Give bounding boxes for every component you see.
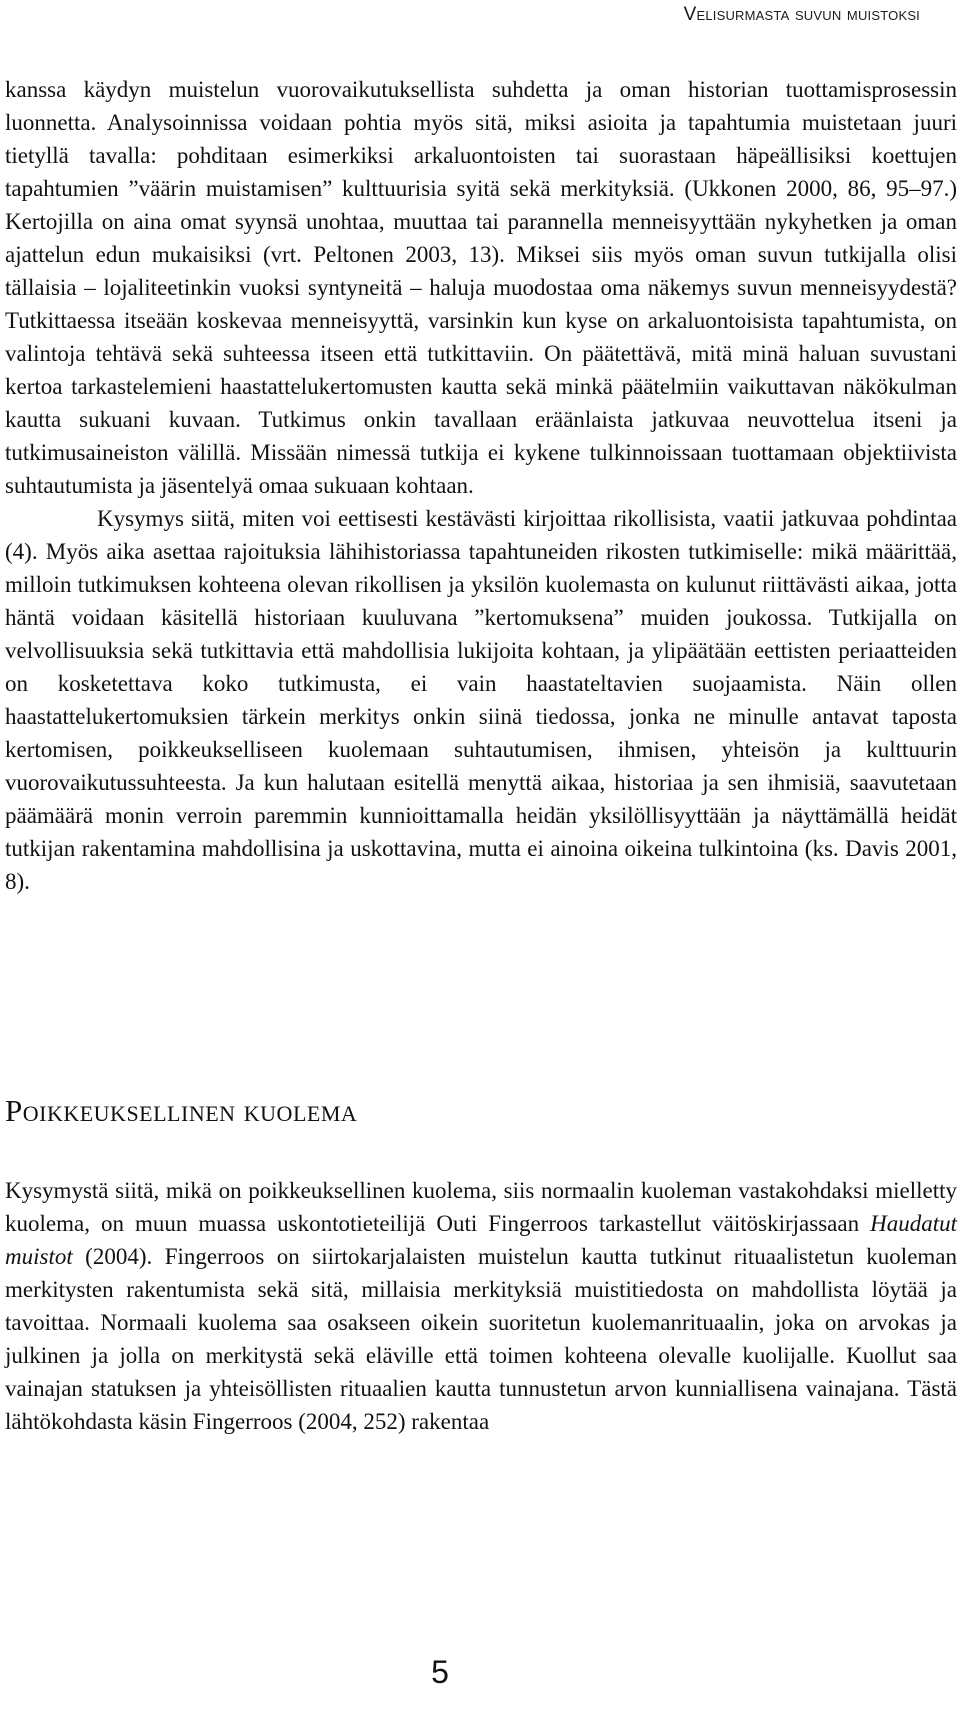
section-heading: Poikkeuksellinen kuolema [5, 1093, 358, 1128]
paragraph: kanssa käydyn muistelun vuorovaikutuksellista suhdetta ja oman historian tuottamisprosessin luonnetta. Analysoinnissa voidaan pohtia myös sitä, miksi asioita ja tapahtumia muistetaan juuri tietyllä tavalla: pohditaan esimerkiksi arkaluontoisten tai suorastaan häpeällisiksi koettujen tapahtumien ”väärin muistamisen” kulttuurisia syitä sekä merkityksiä. (Ukkonen 2000, 86, 95–97.) Kertojilla on aina omat syynsä unohtaa, muuttaa tai parannella menneisyyttään nykyhetken ja oman ajattelun edun mukaisiksi (vrt. Peltonen 2003, 13). Miksei siis myös oman suvun tutkijalla olisi tällaisia – lojaliteetinkin vuoksi syntyneitä – haluja muodostaa oma näkemys suvun menneisyydestä? Tutkittaessa itseään koskevaa menneisyyttä, varsinkin kun kyse on arkaluontoisista tapahtumista, on valintoja tehtävä sekä suhteessa itseen että tutkittaviin. On päätettävä, mitä minä haluan suvustani kertoa tarkastelemieni haastattelukertomusten kautta sekä minkä päätelmiin vaikuttavan näkökulman kautta sukuani kuvaan. Tutkimus onkin tavallaan eräänlaista jatkuvaa neuvottelua itseni ja tutkimusaineiston välillä. Missään nimessä tutkija ei kykene tulkinnoissaan tuottamaan objektiivista suhtautumista ja jäsentelyä omaa sukuaan kohtaan. [5, 77, 957, 498]
paragraph-lead-text: Kysymystä siitä, mikä on poikkeuksellinen kuolema, siis normaalin kuoleman vastakohdaksi mielletty kuolema, on muun muassa uskontotieteilijä Outi Fingerroos tarkastellut väitöskirjassaan [5, 1178, 957, 1236]
book-title: Haudatut muistot [5, 1211, 957, 1269]
paragraph [5, 1174, 957, 1438]
body-text-section-one [5, 73, 957, 898]
page-number: 5 [431, 1654, 449, 1690]
paragraph: Kysymys siitä, miten voi eettisesti kestävästi kirjoittaa rikollisista, vaatii jatkuvaa pohdintaa (4). Myös aika asettaa rajoituksia lähihistoriassa tapahtuneiden rikosten tutkimiselle: mikä määrittää, milloin tutkimuksen kohteena olevan rikollisen ja yksilön kuolemasta on kulunut riittävästi aikaa, jotta häntä voidaan käsitellä historiaan kuuluvana ”kertomuksena” muiden joukossa. Tutkijalla on velvollisuuksia sekä tutkittavia että mahdollisia lukijoita kohtaan, ja ylipäätään eettisten periaatteiden on kosketettava koko tutkimusta, ei vain haastateltavien suojaamista. Näin ollen haastattelukertomuksien tärkein merkitys onkin siinä tiedossa, jonka ne minulle antavat taposta kertomisen, poikkeukselliseen kuolemaan suhtautumisen, ihmisen, yhteisön ja kulttuurin vuorovaikutussuhteesta. Ja kun halutaan esitellä menyttä aikaa, historiaa ja sen ihmisiä, saavutetaan päämäärä monin verroin paremmin kunnioittamalla heidän yksilöllisyyttään ja näyttämällä heidät tutkijan rakentamina mahdollisina ja uskottavina, mutta ei ainoina oikeina tulkintoina (ks. Davis 2001, 8). [5, 506, 957, 894]
paragraph-rest-text: (2004). Fingerroos on siirtokarjalaisten muistelun kautta tutkinut rituaalistetun kuoleman merkitysten rakentumista sekä sitä, millaisia merkityksiä muistitiedosta on mahdollista löytää ja tavoittaa. Normaali kuolema saa osakseen oikein suoritetun kuolemanrituaalin, joka on arvokas ja julkinen ja jolla on merkitystä sekä eläville että toimen kohteena olevalle kuolijalle. Kuollut saa vainajan statuksen ja yhteisöllisten rituaalien kautta tunnustetun arvon kunniallisena vainajana. Tästä lähtökohdasta käsin Fingerroos (2004, 252) rakentaa [5, 1244, 957, 1434]
body-text-section-two [5, 1174, 957, 1438]
running-header: Velisurmasta suvun muistoksi [683, 4, 920, 25]
